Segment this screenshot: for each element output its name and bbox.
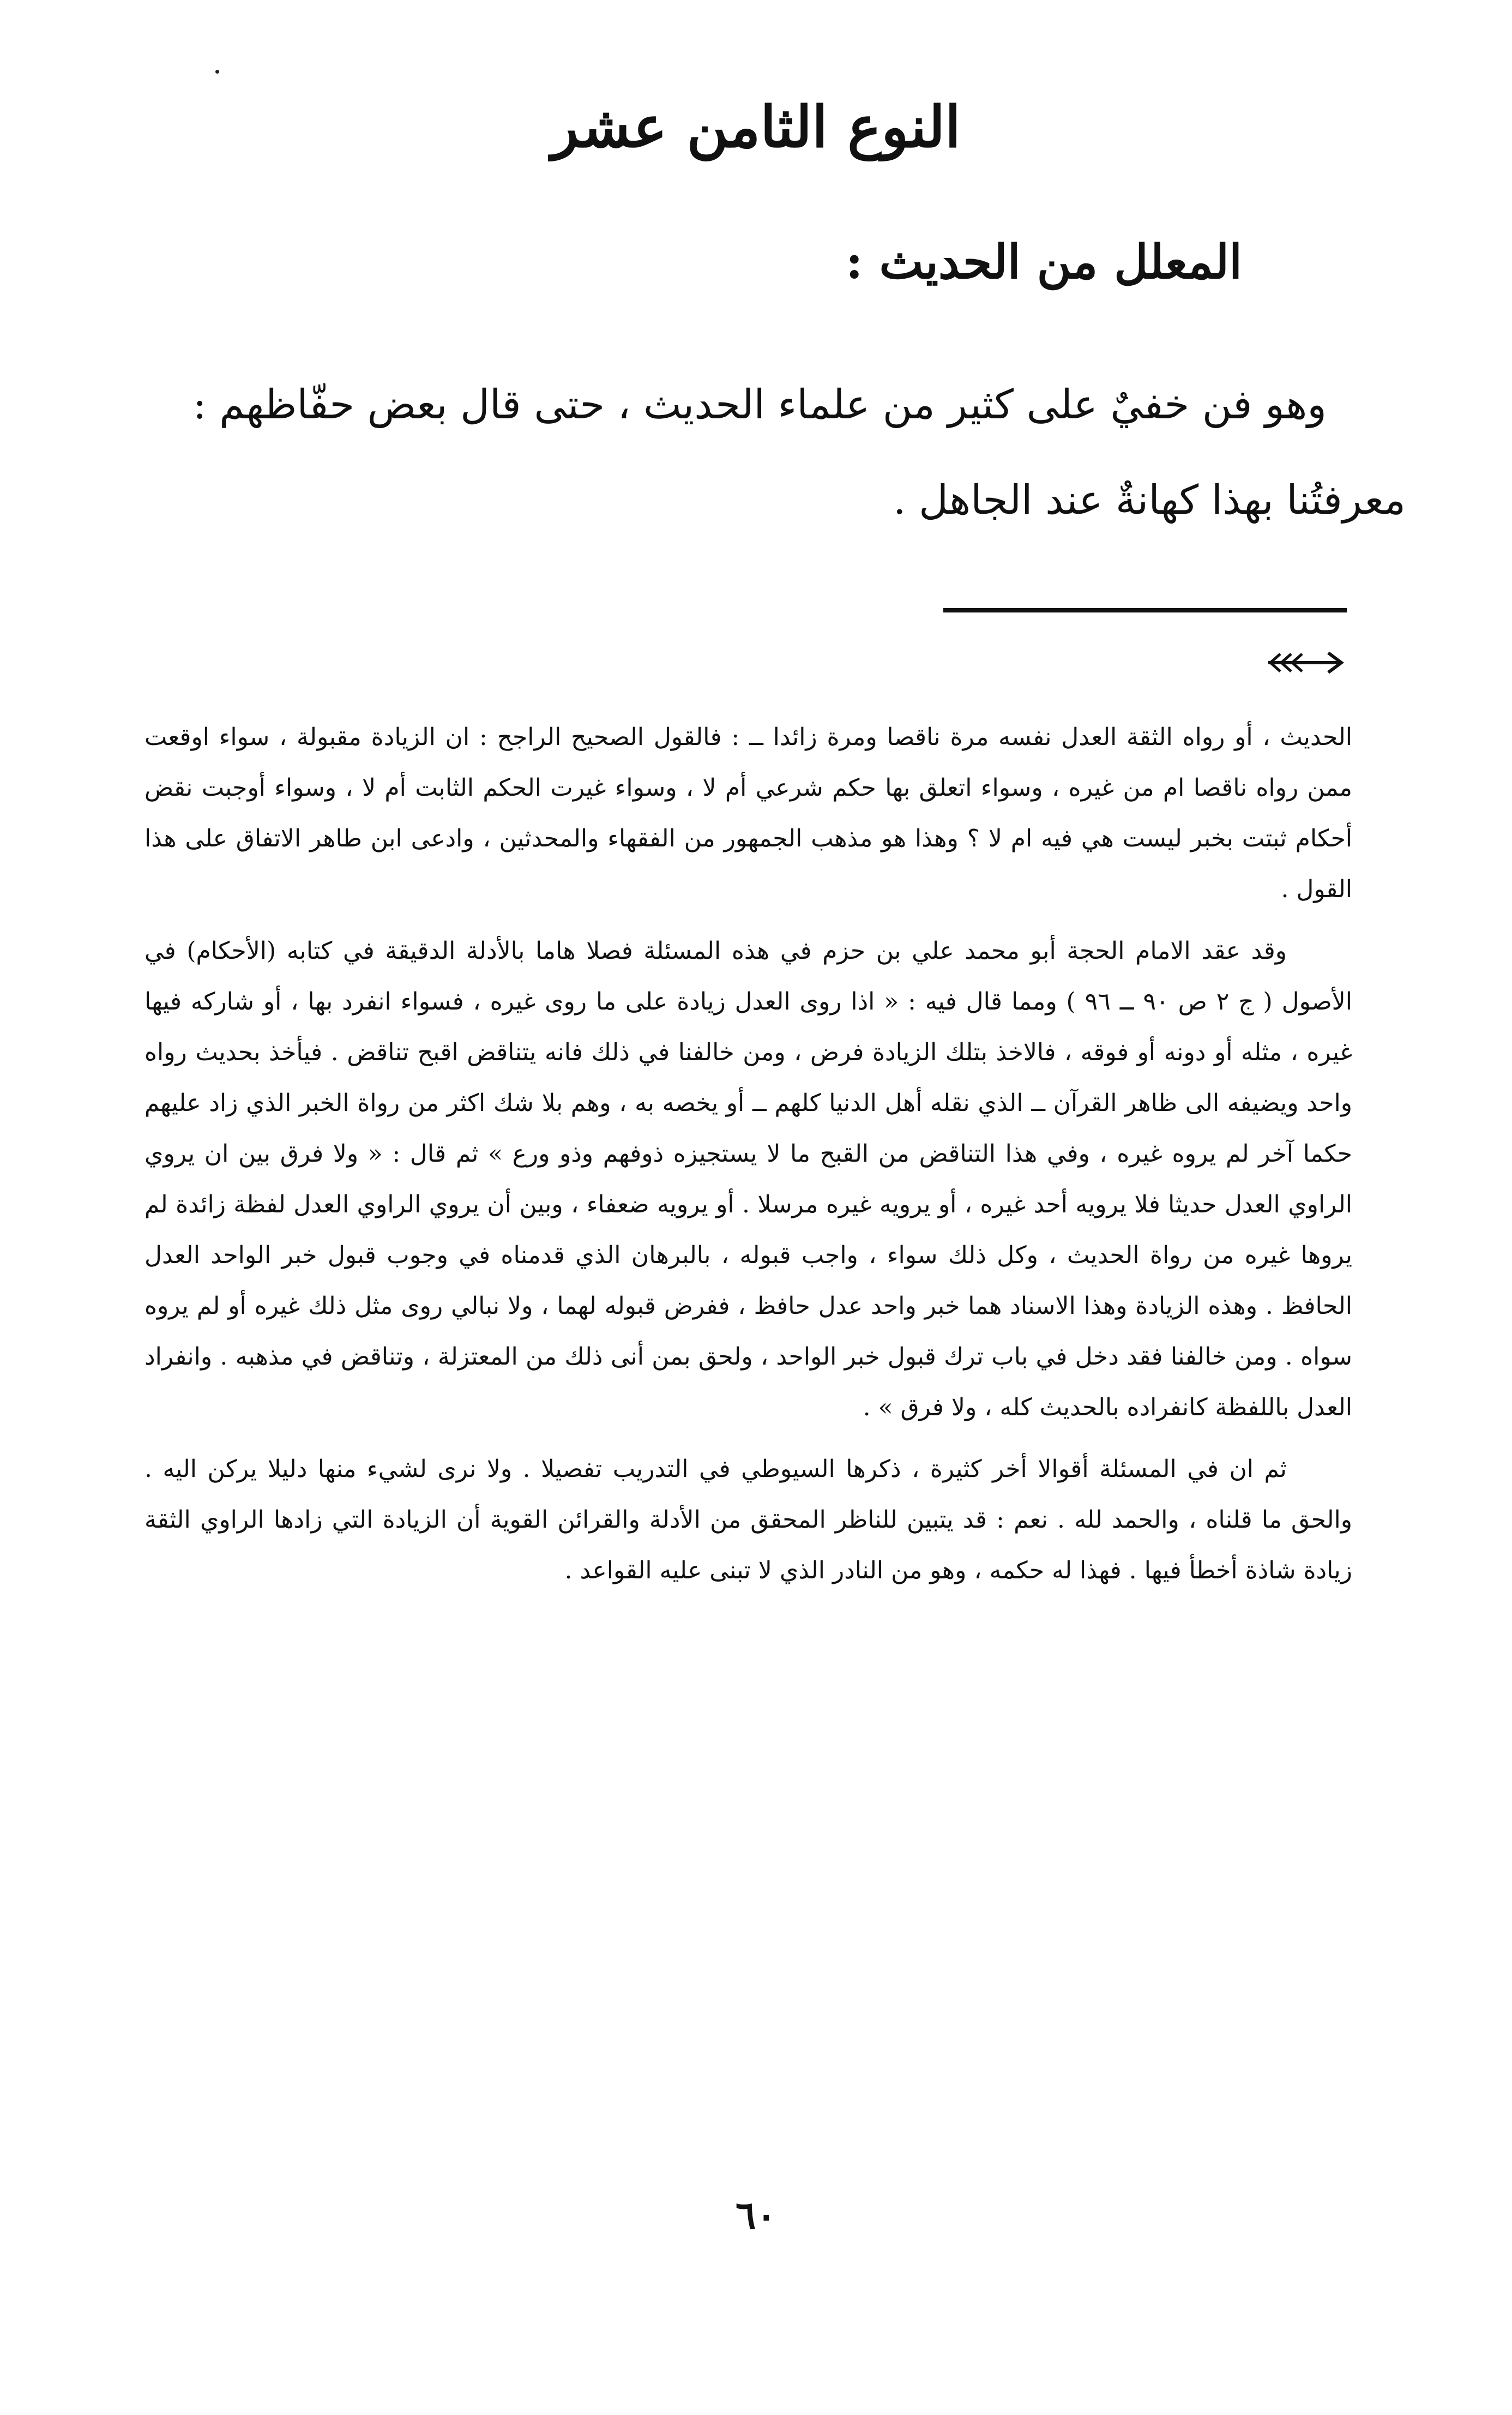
scan-speck	[215, 70, 219, 74]
footnote-paragraph-3: ثم ان في المسئلة أقوالا أخر كثيرة ، ذكرها السيوطي في التدريب تفصيلا . ولا نرى لشيء منها دليلا يركن اليه . والحق ما قلناه ، والحمد لله . نعم : قد يتبين للناظر المحقق من الأدلة والقرائن القوية أن الزيادة التي زادها الراوي الثقة زيادة شاذة أخطأ فيها . فهذا له حكمه ، وهو من النادر الذي لا تبنى عليه القواعد .	[144, 1455, 1352, 1584]
page-number: ٦٠	[735, 2192, 777, 2238]
chapter-title: النوع الثامن عشر	[551, 93, 961, 160]
intro-paragraph	[171, 357, 1406, 548]
intro-line-1: وهو فن خفيٌ على كثير من علماء الحديث ، حتى قال بعض حفّاظهم :	[192, 381, 1327, 428]
double-arrow-icon	[1264, 646, 1346, 679]
intro-line-2: معرفتُنا بهذا كهانةٌ عند الجاهل .	[893, 477, 1406, 524]
section-heading: المعلل من الحديث :	[845, 235, 1242, 290]
footnote-divider	[943, 608, 1347, 612]
footnote-paragraph-2: وقد عقد الامام الحجة أبو محمد علي بن حزم في هذه المسئلة فصلا هاما بالأدلة الدقيقة في كتابه (الأحكام) في الأصول ( ج ٢ ص ٩٠ ــ ٩٦ ) ومما قال فيه : « اذا روى العدل زيادة على ما روى غيره ، فسواء انفرد بها ، أو شاركه فيها غيره ، مثله أو دونه أو فوقه ، فالاخذ بتلك الزيادة فرض ، ومن خالفنا في ذلك فانه يتناقض اقبح تناقض . فيأخذ بحديث رواه واحد ويضيفه الى ظاهر القرآن ــ الذي نقله أهل الدنيا كلهم ــ أو يخصه به ، وهم بلا شك اكثر من رواة الخبر الذي زاد عليهم حكما آخر لم يروه غيره ، وفي هذا التناقض من القبح ما لا يستجيزه ذوفهم وذو ورع » ثم قال : « ولا فرق بين ان يروي الراوي العدل حديثا فلا يرويه أحد غيره ، أو يرويه غيره مرسلا . أو يرويه ضعفاء ، وبين أن يروي الراوي العدل لفظة زائدة لم يروها غيره من رواة الحديث ، وكل ذلك سواء ، واجب قبوله ، بالبرهان الذي قدمناه في وجوب قبول خبر الواحد العدل الحافظ . وهذه الزيادة وهذا الاسناد هما خبر واحد عدل حافظ ، ففرض قبوله لهما ، ولا نبالي روى مثل ذلك غيره أو لم يروه سواه . ومن خالفنا فقد دخل في باب ترك قبول خبر الواحد ، ولحق بمن أنى ذلك من المعتزلة ، وتناقض في مذهبه . وانفراد العدل باللفظة كانفراده بالحديث كله ، ولا فرق » .	[144, 937, 1352, 1421]
footnotes	[144, 712, 1352, 1607]
footnote-paragraph-1: الحديث ، أو رواه الثقة العدل نفسه مرة ناقصا ومرة زائدا ــ : فالقول الصحيح الراجح : ان الزيادة مقبولة ، سواء اوقعت ممن رواه ناقصا ام من غيره ، وسواء اتعلق بها حكم شرعي أم لا ، وسواء غيرت الحكم الثابت أم لا ، وسواء أوجبت نقض أحكام ثبتت بخبر ليست هي فيه ام لا ؟ وهذا هو مذهب الجمهور من الفقهاء والمحدثين ، وادعى ابن طاهر الاتفاق على هذا القول .	[144, 723, 1352, 903]
